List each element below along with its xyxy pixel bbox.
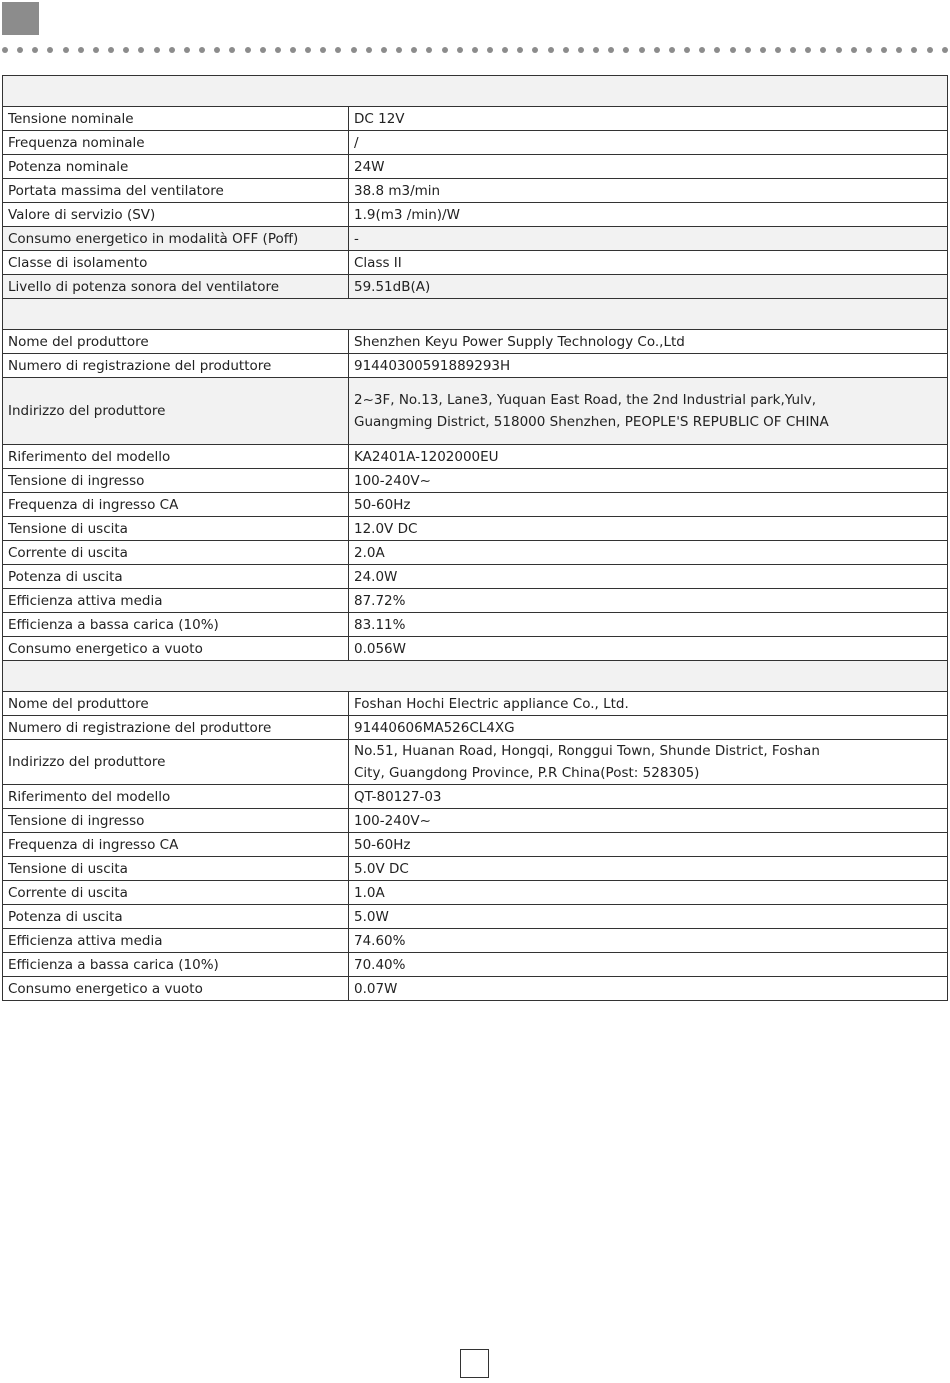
spec-value: 0.056W [349, 637, 948, 661]
dotted-divider [0, 44, 950, 56]
spec-label: Consumo energetico in modalità OFF (Poff) [3, 227, 349, 251]
spec-value: 5.0V DC [349, 857, 948, 881]
spec-value: Class II [349, 251, 948, 275]
address-line-1: 2~3F, No.13, Lane3, Yuquan East Road, the 2nd Industrial park,Yulv, [354, 392, 817, 408]
table-row [3, 155, 948, 179]
spec-label: Indirizzo del produttore [3, 740, 349, 785]
table-row [3, 953, 948, 977]
spec-value: 91440606MA526CL4XG [349, 716, 948, 740]
table-row [3, 692, 948, 716]
spec-value: 100-240V~ [349, 809, 948, 833]
spec-label: Efficienza attiva media [3, 929, 349, 953]
table-row [3, 809, 948, 833]
spec-label: Portata massima del ventilatore [3, 179, 349, 203]
spec-value: Foshan Hochi Electric appliance Co., Ltd. [349, 692, 948, 716]
table-row [3, 589, 948, 613]
spec-value: 50-60Hz [349, 833, 948, 857]
table-row [3, 517, 948, 541]
spec-label: Consumo energetico a vuoto [3, 637, 349, 661]
section-header-cell [3, 299, 948, 330]
spec-value: 100-240V~ [349, 469, 948, 493]
spec-value: 1.9(m3 /min)/W [349, 203, 948, 227]
table-row [3, 275, 948, 299]
spec-label: Potenza di uscita [3, 905, 349, 929]
spec-label: Tensione di ingresso [3, 809, 349, 833]
section-header-adapter-1 [3, 299, 948, 330]
section-header-adapter-2 [3, 661, 948, 692]
table-row [3, 613, 948, 637]
table-row [3, 785, 948, 809]
table-row [3, 541, 948, 565]
spec-label: Efficienza a bassa carica (10%) [3, 953, 349, 977]
table-row [3, 131, 948, 155]
table-row [3, 378, 948, 445]
table-row [3, 354, 948, 378]
spec-value: 1.0A [349, 881, 948, 905]
address-line-1: No.51, Huanan Road, Hongqi, Ronggui Town, Shunde District, Foshan [354, 743, 820, 759]
table-row [3, 493, 948, 517]
spec-label: Numero di registrazione del produttore [3, 716, 349, 740]
spec-value: QT-80127-03 [349, 785, 948, 809]
table-row [3, 977, 948, 1001]
spec-label: Frequenza nominale [3, 131, 349, 155]
page-number-box [460, 1349, 489, 1378]
spec-label: Tensione di ingresso [3, 469, 349, 493]
address-line-2: Guangming District, 518000 Shenzhen, PEOPLE'S REPUBLIC OF CHINA [354, 414, 829, 430]
table-row [3, 833, 948, 857]
address-line-2: City, Guangdong Province, P.R China(Post: 528305) [354, 765, 700, 781]
spec-value: 74.60% [349, 929, 948, 953]
table-row [3, 716, 948, 740]
table-row [3, 330, 948, 354]
spec-label: Corrente di uscita [3, 541, 349, 565]
spec-label: Riferimento del modello [3, 785, 349, 809]
spec-label: Livello di potenza sonora del ventilatore [3, 275, 349, 299]
section-header-cell [3, 76, 948, 107]
spec-label: Efficienza a bassa carica (10%) [3, 613, 349, 637]
table-row [3, 445, 948, 469]
spec-label: Efficienza attiva media [3, 589, 349, 613]
table-row [3, 227, 948, 251]
spec-value: 24.0W [349, 565, 948, 589]
spec-value: 0.07W [349, 977, 948, 1001]
spec-label: Corrente di uscita [3, 881, 349, 905]
spec-label: Classe di isolamento [3, 251, 349, 275]
spec-value-multiline [349, 740, 948, 785]
spec-value: 87.72% [349, 589, 948, 613]
spec-value: DC 12V [349, 107, 948, 131]
spec-value: KA2401A-1202000EU [349, 445, 948, 469]
page-corner-tab [2, 2, 39, 35]
spec-value: 24W [349, 155, 948, 179]
spec-value: 38.8 m3/min [349, 179, 948, 203]
table-row [3, 857, 948, 881]
spec-label: Indirizzo del produttore [3, 378, 349, 445]
table-row [3, 881, 948, 905]
spec-label: Tensione di uscita [3, 517, 349, 541]
table-row [3, 179, 948, 203]
table-row [3, 107, 948, 131]
spec-label: Frequenza di ingresso CA [3, 833, 349, 857]
table-row [3, 203, 948, 227]
table-row [3, 469, 948, 493]
spec-value: - [349, 227, 948, 251]
table-row [3, 251, 948, 275]
table-row [3, 565, 948, 589]
spec-value: Shenzhen Keyu Power Supply Technology Co.,Ltd [349, 330, 948, 354]
spec-label: Consumo energetico a vuoto [3, 977, 349, 1001]
spec-label: Nome del produttore [3, 330, 349, 354]
spec-value: 50-60Hz [349, 493, 948, 517]
spec-label: Riferimento del modello [3, 445, 349, 469]
spec-value: 5.0W [349, 905, 948, 929]
spec-label: Potenza di uscita [3, 565, 349, 589]
section-header-fan [3, 76, 948, 107]
spec-label: Potenza nominale [3, 155, 349, 179]
spec-value: 70.40% [349, 953, 948, 977]
spec-label: Tensione di uscita [3, 857, 349, 881]
spec-value: 2.0A [349, 541, 948, 565]
spec-value: 83.11% [349, 613, 948, 637]
spec-label: Nome del produttore [3, 692, 349, 716]
spec-value-multiline [349, 378, 948, 445]
section-header-cell [3, 661, 948, 692]
specifications-table [2, 75, 948, 1001]
table-row [3, 929, 948, 953]
spec-label: Valore di servizio (SV) [3, 203, 349, 227]
table-row [3, 637, 948, 661]
spec-value: 59.51dB(A) [349, 275, 948, 299]
table-row [3, 905, 948, 929]
spec-label: Frequenza di ingresso CA [3, 493, 349, 517]
spec-label: Tensione nominale [3, 107, 349, 131]
spec-value: 12.0V DC [349, 517, 948, 541]
spec-label: Numero di registrazione del produttore [3, 354, 349, 378]
table-row [3, 740, 948, 785]
spec-value: / [349, 131, 948, 155]
spec-value: 91440300591889293H [349, 354, 948, 378]
